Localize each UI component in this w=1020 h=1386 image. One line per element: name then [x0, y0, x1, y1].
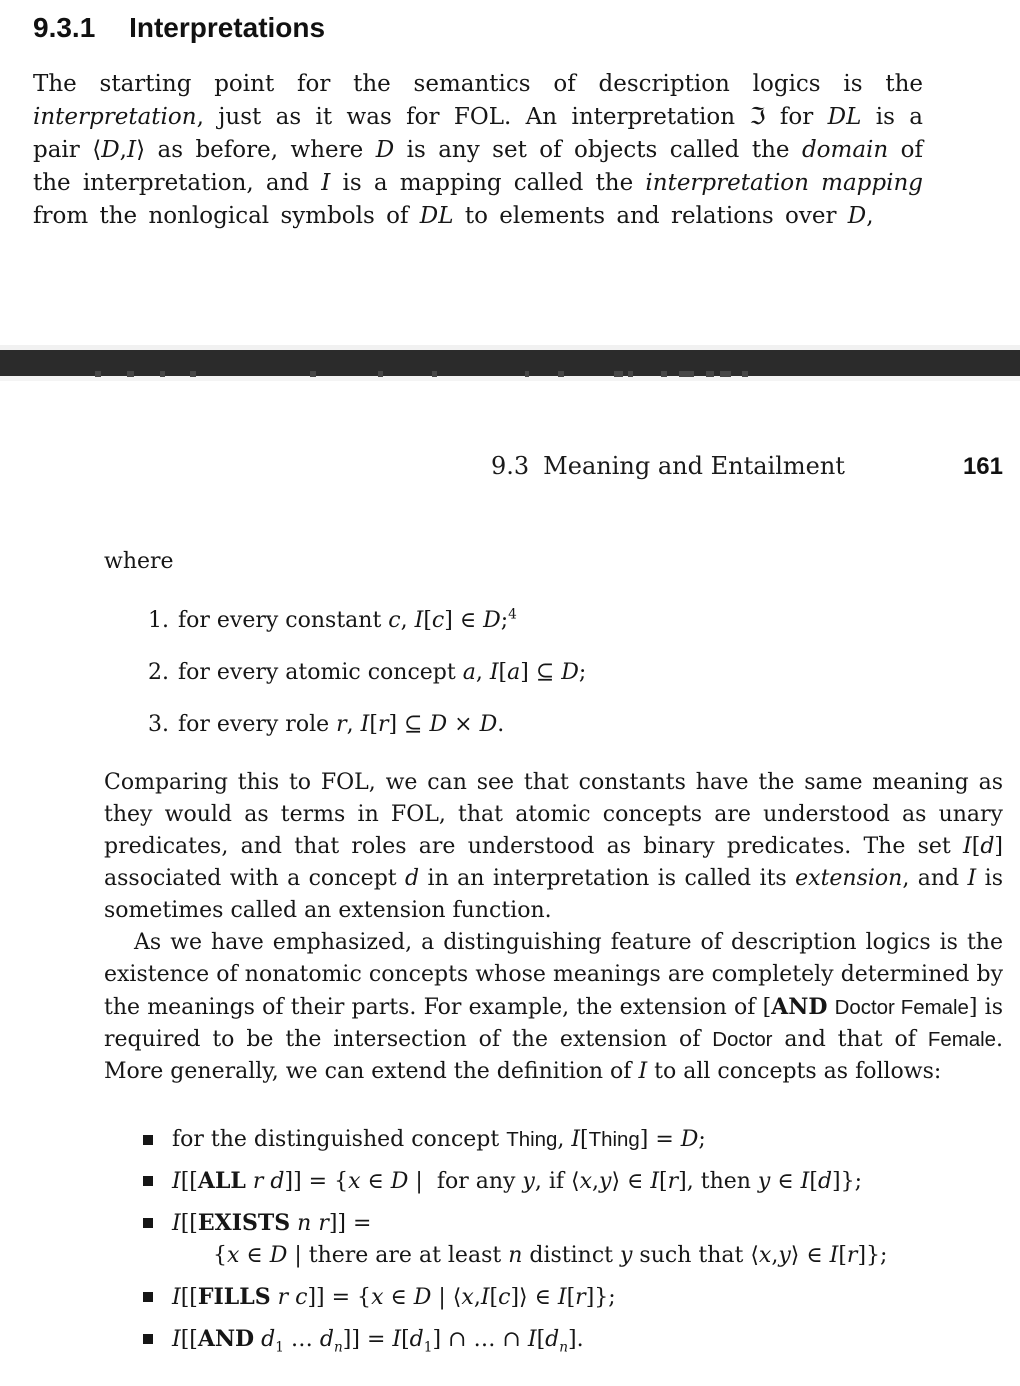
text-run: for every constant: [178, 608, 389, 633]
text-run: , just as it was for FOL. An interpretation: [196, 104, 750, 131]
text-run: x: [461, 1285, 474, 1310]
bullet-text: [172, 1207, 887, 1272]
text-run: y: [619, 1243, 633, 1268]
bullet-item: [143, 1207, 1003, 1272]
item-number: 1.: [148, 608, 169, 633]
text-run: I: [638, 1059, 648, 1084]
section-number: 9.3.1: [33, 12, 96, 43]
text-run: r: [667, 1169, 679, 1194]
text-run: [: [838, 1243, 847, 1268]
text-run: ⟩ ∈: [790, 1243, 830, 1268]
text-run: I: [571, 1127, 581, 1152]
text-run: ;: [500, 608, 509, 633]
text-run: I: [557, 1285, 567, 1310]
text-run: I: [527, 1327, 537, 1352]
text-run: to elements and relations over: [453, 203, 848, 230]
text-run: [: [566, 1285, 576, 1310]
item-text: [178, 709, 504, 741]
text-run: for: [765, 104, 828, 131]
scan-artifacts: [0, 371, 1020, 378]
text-run: a: [462, 660, 476, 685]
text-run: ∈: [383, 1285, 414, 1310]
text-run: x: [348, 1169, 361, 1194]
bullet-item: [143, 1281, 1003, 1314]
text-run: d: [261, 1327, 276, 1352]
text-run: EXISTS: [197, 1210, 291, 1236]
text-run: ] ⊆: [388, 712, 430, 737]
paragraph-emphasized: [104, 927, 1003, 1088]
text-run: ].: [568, 1327, 584, 1352]
section-title: Interpretations: [129, 12, 326, 43]
text-run: d: [409, 1327, 424, 1352]
text-run: . More generally, we can extend the definition of: [104, 1027, 1003, 1084]
text-run: d: [980, 834, 995, 859]
text-run: [[: [180, 1169, 198, 1194]
text-run: Thing: [588, 1128, 640, 1151]
text-run: ]⟩ ∈: [510, 1285, 558, 1310]
text-run: [: [498, 660, 508, 685]
text-run: domain: [801, 137, 889, 164]
text-run: I: [829, 1243, 839, 1268]
text-run: AND: [771, 994, 828, 1020]
page-number: 161: [962, 453, 1003, 480]
text-run: ,: [473, 1285, 481, 1310]
text-run: I: [414, 608, 424, 633]
text-run: ,: [771, 1243, 779, 1268]
text-run: c: [431, 608, 445, 633]
text-run: [827, 995, 834, 1020]
text-run: ], then: [678, 1169, 758, 1194]
text-run: ×: [447, 712, 480, 737]
text-run: ] ⊆: [520, 660, 562, 685]
text-run: y: [757, 1169, 771, 1194]
text-run: I: [967, 866, 977, 891]
text-run: c: [388, 608, 401, 633]
text-run: I: [172, 1169, 181, 1194]
bullet-text-main: [172, 1207, 887, 1240]
bullet-list: [104, 1124, 1003, 1356]
text-run: is a mapping called the: [330, 170, 646, 197]
text-run: such that ⟨: [632, 1243, 759, 1268]
text-run: 1: [275, 1339, 284, 1356]
text-run: ,: [400, 608, 415, 633]
text-run: Comparing this to FOL, we can see that constants have the same meaning as they would as terms in FOL, that atomic concepts are understood as unary predicates, and that roles are understood as binary predicates. The set: [104, 770, 1003, 859]
text-run: ∈: [770, 1169, 801, 1194]
text-run: 1: [423, 1339, 433, 1356]
text-run: [271, 1285, 278, 1310]
text-run: Doctor Female: [834, 996, 969, 1019]
text-run: | for any: [408, 1169, 523, 1194]
text-run: ]};: [857, 1243, 888, 1268]
text-run: ALL: [197, 1168, 246, 1194]
text-run: y: [778, 1243, 791, 1268]
text-run: n: [508, 1243, 523, 1268]
text-run: D: [375, 137, 395, 164]
text-run: in an interpretation is called its: [419, 866, 796, 891]
text-run: , and: [902, 866, 968, 891]
text-run: [: [423, 608, 432, 633]
text-run: {: [213, 1243, 227, 1268]
bullet-text: [172, 1124, 706, 1156]
text-run: [: [489, 1285, 499, 1310]
text-run: for every atomic concept: [178, 660, 463, 685]
text-run: ,: [475, 660, 490, 685]
text-run: D: [561, 660, 579, 685]
text-run: AND: [197, 1326, 255, 1352]
bullet-text-continuation: [172, 1240, 887, 1272]
text-run: ⟩ ∈: [611, 1169, 651, 1194]
bullet-text: [172, 1323, 584, 1356]
text-run: ,: [346, 712, 361, 737]
text-run: As we have emphasized, a distinguishing feature of description logics is the existence of nonatomic concepts whose meanings are completely determined by the meanings of their parts. For example, the extension of [: [104, 930, 1003, 1020]
text-run: ,: [119, 137, 127, 164]
text-run: y: [522, 1169, 535, 1194]
text-run: D: [479, 712, 498, 737]
text-run: .: [497, 712, 505, 737]
text-run: n: [334, 1339, 343, 1356]
text-run: [: [536, 1327, 546, 1352]
paragraph-comparing: [104, 767, 1003, 927]
text-run: D: [101, 137, 120, 164]
text-run: DL: [827, 104, 862, 131]
bullet-text: [172, 1281, 616, 1314]
square-bullet-icon: [143, 1135, 153, 1145]
text-run: ,: [866, 203, 874, 230]
item-text: [178, 657, 586, 689]
text-run: ∈: [360, 1169, 391, 1194]
text-run: | ⟨: [431, 1285, 462, 1310]
text-run: [: [971, 834, 981, 859]
text-run: Thing: [506, 1128, 558, 1151]
text-run: [: [809, 1169, 818, 1194]
text-run: D: [847, 203, 867, 230]
bullet-item: [143, 1124, 1003, 1156]
text-run: r: [377, 712, 389, 737]
text-run: interpretation mapping: [645, 170, 923, 197]
list-item: [148, 709, 1003, 741]
text-run: a: [507, 660, 521, 685]
text-run: I: [172, 1327, 181, 1352]
text-run: [[: [180, 1327, 198, 1352]
text-run: distinct: [522, 1243, 620, 1268]
intro-paragraph: [33, 68, 923, 233]
text-run: of the interpretation, and: [33, 137, 924, 197]
text-run: I: [126, 137, 137, 164]
text-run: ]};: [585, 1285, 616, 1310]
text-run: c: [498, 1285, 511, 1310]
text-run: I: [800, 1169, 810, 1194]
text-run: [: [401, 1327, 410, 1352]
text-run: d: [405, 866, 420, 891]
text-run: I: [172, 1211, 181, 1236]
text-run: r d: [252, 1169, 285, 1194]
text-run: r c: [277, 1285, 308, 1310]
text-run: DL: [419, 203, 454, 230]
running-header: [104, 452, 1003, 481]
text-run: ]] =: [342, 1327, 393, 1352]
text-run: and that of: [772, 1027, 928, 1052]
text-run: I: [963, 834, 972, 859]
text-run: ;: [698, 1127, 706, 1152]
square-bullet-icon: [143, 1292, 153, 1302]
text-run: ] ∈: [444, 608, 484, 633]
text-run: y: [599, 1169, 612, 1194]
text-run: r: [846, 1243, 858, 1268]
text-run: | there are at least: [287, 1243, 509, 1268]
text-run: from the nonlogical symbols of: [33, 203, 420, 230]
text-run: …: [283, 1327, 320, 1352]
text-run: ] =: [639, 1127, 681, 1152]
text-run: [[: [180, 1285, 198, 1310]
numbered-list: [104, 605, 1003, 741]
text-run: is sometimes called an extension function.: [104, 866, 1003, 923]
running-header-title: Meaning and Entailment: [543, 452, 845, 480]
bullet-item: [143, 1323, 1003, 1356]
text-run: D: [390, 1169, 409, 1194]
text-run: d: [545, 1327, 560, 1352]
item-text: [178, 605, 517, 637]
running-header-section: 9.3: [491, 452, 530, 480]
text-run: FILLS: [197, 1284, 271, 1310]
text-run: extension: [795, 866, 903, 891]
text-run: ]] = {: [284, 1169, 349, 1194]
text-run: [: [369, 712, 378, 737]
text-run: ]};: [832, 1169, 863, 1194]
text-run: x: [371, 1285, 384, 1310]
list-item: [148, 657, 1003, 689]
text-run: r: [336, 712, 347, 737]
text-run: for every role: [178, 712, 337, 737]
text-run: is a pair ⟨: [33, 104, 923, 164]
text-run: ∈: [239, 1243, 270, 1268]
page-body: [104, 546, 1003, 1356]
text-run: is any set of objects called the: [394, 137, 802, 164]
item-number: 3.: [148, 712, 169, 737]
text-run: [: [659, 1169, 668, 1194]
where-label: where: [104, 549, 174, 574]
text-run: x: [758, 1243, 772, 1268]
text-run: [: [580, 1127, 589, 1152]
text-run: to all concepts as follows:: [647, 1059, 942, 1084]
list-item: [148, 605, 1003, 637]
text-run: ] is required to be the intersection of the extension of: [104, 995, 1003, 1052]
text-run: [[: [180, 1211, 198, 1236]
text-run: I: [172, 1285, 181, 1310]
text-run: D: [429, 712, 448, 737]
text-run: ]] = {: [307, 1285, 372, 1310]
text-run: x: [227, 1243, 240, 1268]
text-run: I: [489, 660, 499, 685]
text-run: x: [579, 1169, 593, 1194]
running-header-text: [491, 452, 845, 480]
square-bullet-icon: [143, 1176, 153, 1186]
text-run: Doctor: [712, 1028, 773, 1051]
text-run: 4: [508, 606, 517, 623]
text-run: D: [269, 1243, 288, 1268]
text-run: interpretation: [33, 104, 197, 131]
text-run: D: [680, 1127, 699, 1152]
text-run: d: [319, 1327, 334, 1352]
text-run: I: [392, 1327, 402, 1352]
text-run: D: [483, 608, 501, 633]
square-bullet-icon: [143, 1334, 153, 1344]
text-run: I: [360, 712, 370, 737]
bullet-text: [172, 1165, 862, 1198]
text-run: I: [321, 170, 331, 197]
text-run: d: [817, 1169, 833, 1194]
text-run: ]] =: [328, 1211, 372, 1236]
text-run: n: [559, 1339, 569, 1356]
item-number: 2.: [148, 660, 169, 685]
text-run: r: [575, 1285, 586, 1310]
text-run: ] associated with a concept: [104, 834, 1003, 891]
text-run: D: [413, 1285, 432, 1310]
text-run: [246, 1169, 253, 1194]
text-run: for the distinguished concept: [172, 1127, 507, 1152]
text-run: The starting point for the semantics of description logics is the: [33, 71, 923, 98]
text-run: I: [650, 1169, 660, 1194]
text-run: Female: [927, 1028, 996, 1051]
text-run: ⟩ as before, where: [136, 137, 376, 164]
text-run: n r: [297, 1211, 329, 1236]
text-run: ;: [578, 660, 587, 685]
previous-page-fragment: [33, 12, 923, 233]
text-run: ] ∩ … ∩: [432, 1327, 528, 1352]
text-run: ℑ: [749, 104, 766, 131]
text-run: ,: [592, 1169, 600, 1194]
text-run: I: [480, 1285, 490, 1310]
square-bullet-icon: [143, 1218, 153, 1228]
text-run: ,: [557, 1127, 572, 1152]
text-run: , if ⟨: [534, 1169, 580, 1194]
bullet-item: [143, 1165, 1003, 1198]
section-heading: [33, 12, 923, 44]
